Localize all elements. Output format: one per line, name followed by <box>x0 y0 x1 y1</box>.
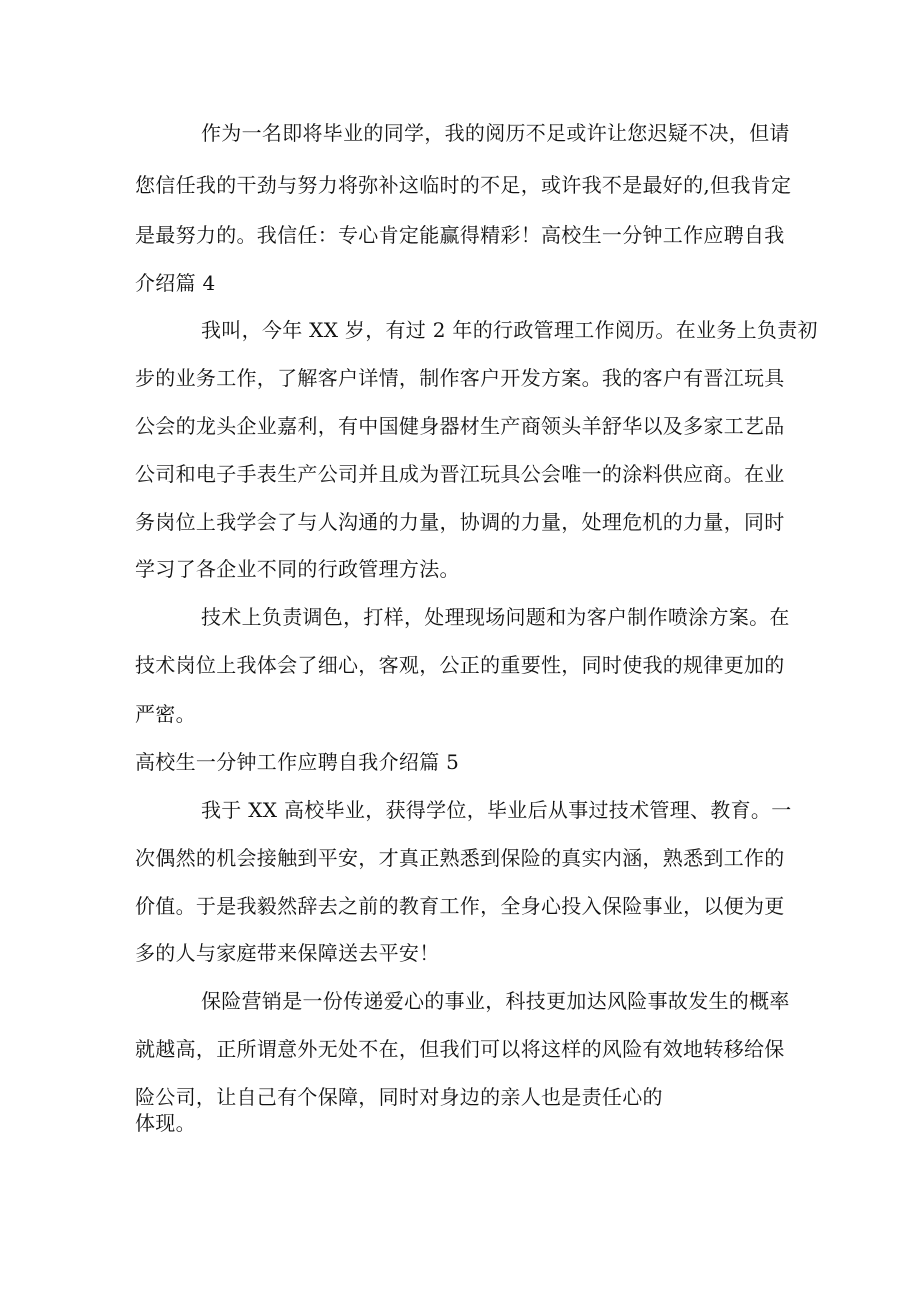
text-line: 是最努力的。我信任：专心肯定能赢得精彩！高校生一分钟工作应聘自我 <box>135 223 785 247</box>
text-line: 技术岗位上我体会了细心，客观，公正的重要性，同时使我的规律更加的 <box>135 653 785 677</box>
text-line: 技术上负责调色，打样，处理现场问题和为客户制作喷涂方案。在 <box>201 605 790 629</box>
text-line: 公会的龙头企业嘉利，有中国健身器材生产商领头羊舒华以及多家工艺品 <box>135 414 785 438</box>
text-line: 我于 XX 高校毕业，获得学位，毕业后从事过技术管理、教育。一 <box>201 798 792 822</box>
text-line: 次偶然的机会接触到平安，才真正熟悉到保险的真实内涵，熟悉到工作的 <box>135 846 785 870</box>
text-line: 公司和电子手表生产公司并且成为晋江玩具公会唯一的涂料供应商。在业 <box>135 462 785 486</box>
text-line: 您信任我的干劲与努力将弥补这临时的不足，或许我不是最好的,但我肯定 <box>135 173 792 197</box>
text-line: 学习了各企业不同的行政管理方法。 <box>135 557 460 581</box>
text-line: 严密。 <box>135 702 196 726</box>
text-line: 保险营销是一份传递爱心的事业，科技更加达风险事故发生的概率 <box>201 989 790 1013</box>
text-line: 体现。 <box>135 1111 196 1135</box>
text-line: 步的业务工作，了解客户详情，制作客户开发方案。我的客户有晋江玩具 <box>135 366 785 390</box>
text-line: 多的人与家庭带来保障送去平安！ <box>135 941 440 965</box>
text-line: 险公司，让自己有个保障，同时对身边的亲人也是责任心的 <box>135 1085 663 1109</box>
text-line: 介绍篇 4 <box>135 271 216 295</box>
text-line: 我叫，今年 XX 岁，有过 2 年的行政管理工作阅历。在业务上负责初 <box>201 318 818 342</box>
text-line: 作为一名即将毕业的同学，我的阅历不足或许让您迟疑不决，但请 <box>201 121 790 145</box>
text-line: 价值。于是我毅然辞去之前的教育工作，全身心投入保险事业，以便为更 <box>135 894 785 918</box>
text-line: 就越高，正所谓意外无处不在，但我们可以将这样的风险有效地转移给保 <box>135 1037 785 1061</box>
section-heading: 高校生一分钟工作应聘自我介绍篇 5 <box>135 750 460 774</box>
text-line: 务岗位上我学会了与人沟通的力量，协调的力量，处理危机的力量，同时 <box>135 510 785 534</box>
